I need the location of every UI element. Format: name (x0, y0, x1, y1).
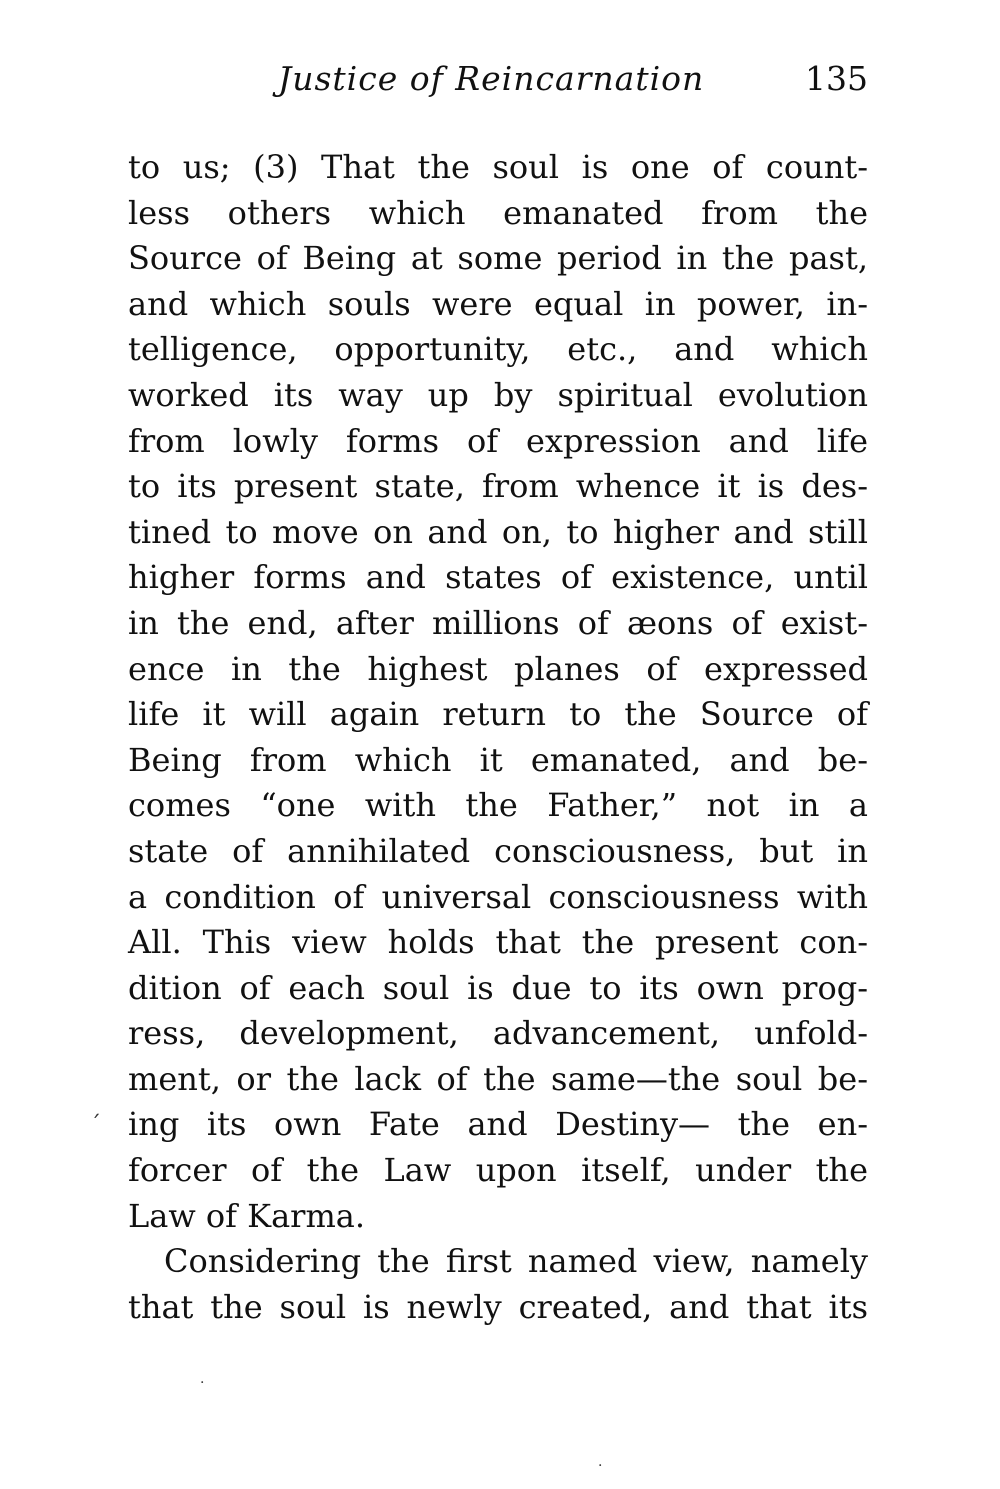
text-line: tined to move on and on, to higher and still (128, 512, 868, 551)
text-line: ment, or the lack of the same—the soul be- (128, 1059, 868, 1098)
text-line: forcer of the Law upon itself, under the (128, 1151, 868, 1190)
text-line: worked its way up by spiritual evolution (128, 375, 868, 414)
text-line: telligence, opportunity, etc., and which (128, 330, 868, 369)
text-line: Source of Being at some period in the past, (128, 239, 868, 278)
text-line: Being from which it emanated, and be- (128, 740, 868, 779)
running-title: Justice of Reincarnation (278, 59, 705, 98)
text-line: from lowly forms of expression and life (128, 421, 868, 460)
page-number: 135 (805, 59, 868, 98)
ink-speck: · (200, 1375, 205, 1391)
text-line: to its present state, from whence it is des- (128, 467, 868, 506)
text-line: state of annihilated consciousness, but in (128, 831, 868, 870)
text-line: life it will again return to the Source of (128, 695, 868, 734)
running-head (128, 54, 868, 104)
text-line: less others which emanated from the (128, 193, 868, 232)
text-line: that the soul is newly created, and that its (128, 1287, 868, 1326)
text-line: higher forms and states of existence, until (128, 558, 868, 597)
body-text (128, 145, 868, 1330)
text-line: ress, development, advancement, unfold- (128, 1014, 868, 1053)
ink-speck: ˊ (90, 1113, 101, 1138)
text-line: comes “one with the Father,” not in a (128, 786, 868, 825)
text-line: a condition of universal consciousness with (128, 877, 868, 916)
text-line: Law of Karma. (128, 1196, 366, 1235)
text-line: ence in the highest planes of expressed (128, 649, 868, 688)
text-line: Considering the first named view, namely (164, 1242, 868, 1281)
ink-speck: · (598, 1458, 603, 1474)
text-line: All. This view holds that the present con- (128, 923, 868, 962)
text-line: ing its own Fate and Destiny— the en- (128, 1105, 868, 1144)
text-line: dition of each soul is due to its own prog- (128, 968, 868, 1007)
text-line: in the end, after millions of æons of exist- (128, 603, 868, 642)
text-line: and which souls were equal in power, in- (128, 284, 868, 323)
text-line: to us; (3) That the soul is one of count- (128, 148, 868, 186)
